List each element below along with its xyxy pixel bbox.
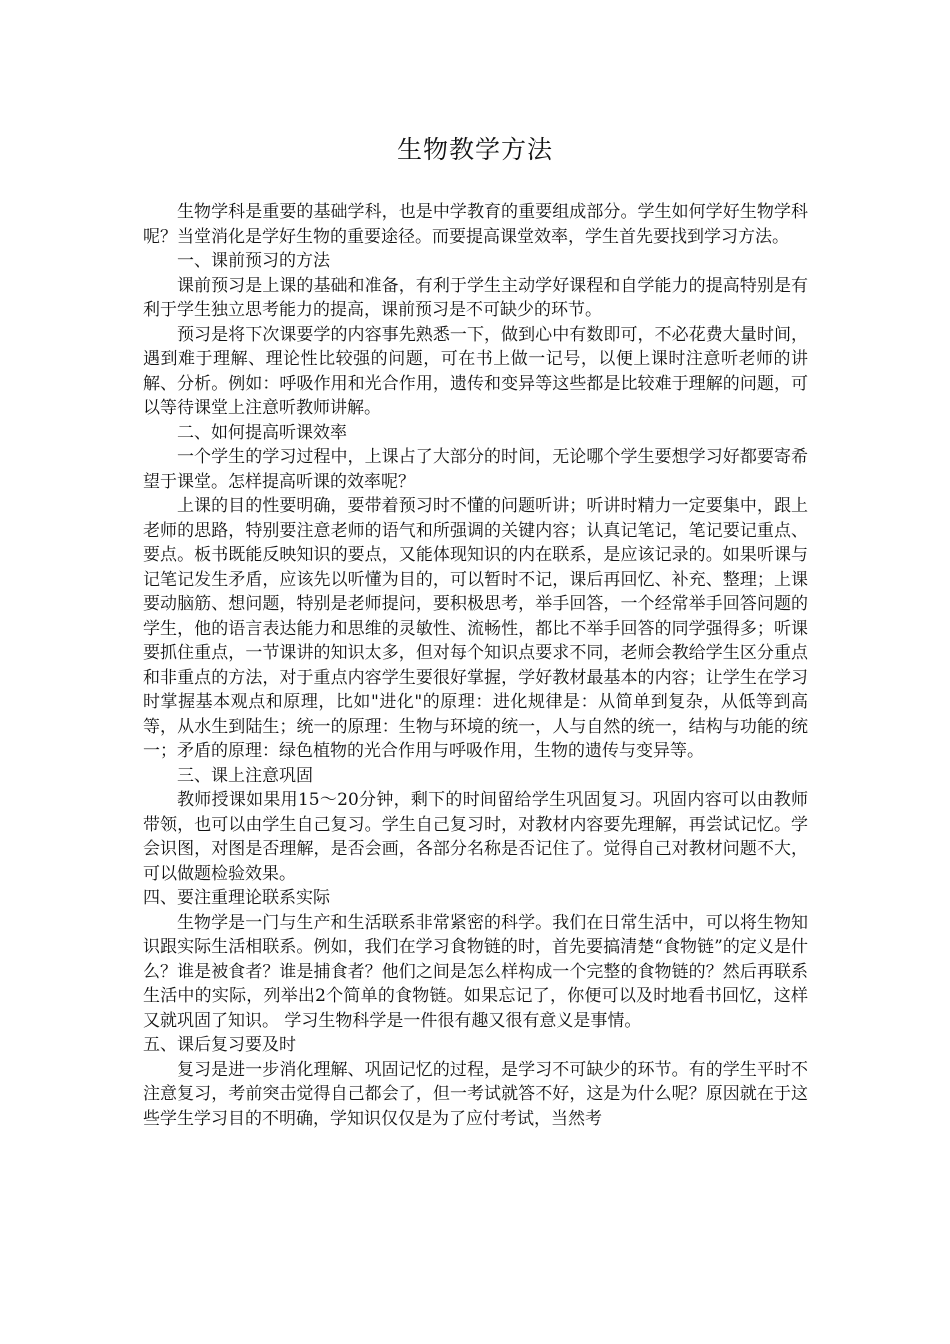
page-title: 生物教学方法 bbox=[396, 135, 553, 164]
document-body bbox=[143, 200, 808, 1131]
intro-paragraph: 生物学科是重要的基础学科，也是中学教育的重要组成部分。学生如何学好生物学科呢？当堂消化是学好生物的重要途径。而要提高课堂效率，学生首先要找到学习方法。 bbox=[143, 202, 808, 247]
body-paragraph: 课前预习是上课的基础和准备，有利于学生主动学好课程和自学能力的提高特别是有利于学生独立思考能力的提高，课前预习是不可缺少的环节。 bbox=[143, 275, 808, 320]
body-paragraph: 一个学生的学习过程中，上课占了大部分的时间，无论哪个学生要想学习好都要寄希望于课堂。怎样提高听课的效率呢？ bbox=[143, 447, 808, 492]
section-heading-4: 四、要注重理论联系实际 bbox=[143, 888, 330, 908]
section-heading-3: 三、课上注意巩固 bbox=[177, 765, 313, 786]
section-heading-5: 五、课后复习要及时 bbox=[143, 1035, 296, 1055]
body-paragraph: 复习是进一步消化理解、巩固记忆的过程，是学习不可缺少的环节。有的学生平时不注意复习，考前突击觉得自己都会了，但一考试就答不好，这是为什么呢？原因就在于这些学生学习目的不明确，学知识仅仅是为了应付考试，当然考 bbox=[143, 1059, 808, 1129]
body-paragraph: 预习是将下次课要学的内容事先熟悉一下，做到心中有数即可，不必花费大量时间，遇到难于理解、理论性比较强的问题，可在书上做一记号，以便上课时注意听老师的讲解、分析。例如：呼吸作用和光合作用，遗传和变异等这些都是比较难于理解的问题，可以等待课堂上注意听教师讲解。 bbox=[143, 324, 808, 418]
body-paragraph: 上课的目的性要明确，要带着预习时不懂的问题听讲；听讲时精力一定要集中，跟上老师的思路，特别要注意老师的语气和所强调的关键内容；认真记笔记，笔记要记重点、要点。板书既能反映知识的要点，又能体现知识的内在联系，是应该记录的。如果听课与记笔记发生矛盾，应该先以听懂为目的，可以暂时不记，课后再回忆、补充、整理；上课要动脑筋、想问题，特别是老师提问，要积极思考，举手回答，一个经常举手回答问题的学生，他的语言表达能力和思维的灵敏性、流畅性，都比不举手回答的同学强得多；听课要抓住重点，一节课讲的知识太多，但对每个知识点要求不同，老师会教给学生区分重点和非重点的方法，对于重点内容学生要很好掌握，学好教材最基本的内容；让学生在学习时掌握基本观点和原理，比如"进化"的原理：进化规律是：从简单到复杂，从低等到高等，从水生到陆生；统一的原理：生物与环境的统一，人与自然的统一，结构与功能的统一；矛盾的原理：绿色植物的光合作用与呼吸作用，生物的遗传与变异等。 bbox=[143, 496, 808, 761]
body-paragraph: 教师授课如果用15～20分钟，剩下的时间留给学生巩固复习。巩固内容可以由教师带领，也可以由学生自己复习。学生自己复习时，对教材内容要先理解，再尝试记忆。学会识图，对图是否理解，是否会画，各部分名称是否记住了。觉得自己对教材问题不大，可以做题检验效果。 bbox=[143, 790, 808, 884]
section-heading-2: 二、如何提高听课效率 bbox=[177, 422, 347, 443]
body-paragraph: 生物学是一门与生产和生活联系非常紧密的科学。我们在日常生活中，可以将生物知识跟实际生活相联系。例如，我们在学习食物链的时，首先要搞清楚“食物链”的定义是什么？谁是被食者？谁是捕食者？他们之间是怎么样构成一个完整的食物链的？然后再联系生活中的实际，列举出2个简单的食物链。如果忘记了，你便可以及时地看书回忆，这样又就巩固了知识。 学习生物科学是一件很有趣又很有意义是事情。 bbox=[143, 912, 808, 1031]
section-heading-1: 一、课前预习的方法 bbox=[177, 251, 330, 271]
